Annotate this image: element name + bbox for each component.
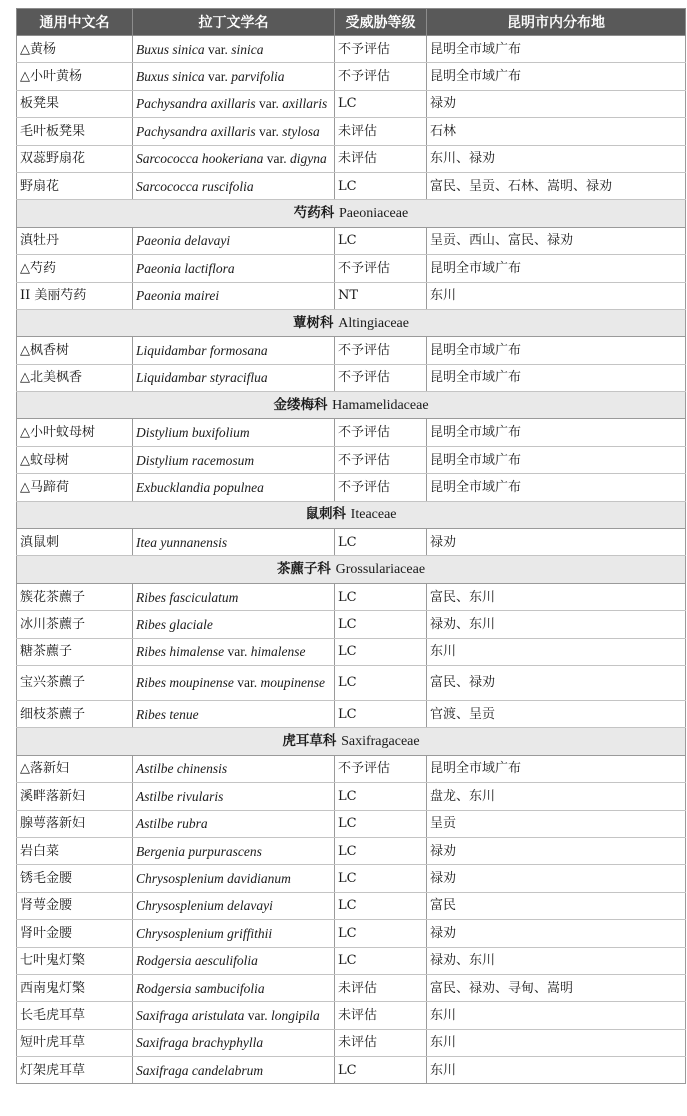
family-header-row [17, 556, 686, 583]
latin-epithet: Ribes himalense [136, 644, 228, 660]
latin-epithet: Ribes moupinense [136, 675, 238, 691]
threat-level-cell: LC [335, 700, 427, 727]
family-latin-name: Saxifragaceae [341, 734, 420, 750]
table-row [17, 172, 686, 199]
table-row [17, 920, 686, 947]
latin-epithet: Sarcococca hookeriana [136, 151, 267, 167]
chinese-name-cell: 长毛虎耳草 [17, 1002, 133, 1029]
table-row [17, 611, 686, 638]
chinese-name-cell: 短叶虎耳草 [17, 1029, 133, 1056]
table-row [17, 947, 686, 974]
chinese-name-cell: 岩白菜 [17, 837, 133, 864]
chinese-name-cell: 灯架虎耳草 [17, 1057, 133, 1084]
latin-epithet: Astilbe rubra [136, 816, 208, 832]
latin-epithet: Exbucklandia populnea [136, 479, 264, 495]
latin-epithet: Astilbe chinensis [136, 761, 228, 777]
family-header-row [17, 501, 686, 528]
latin-epithet: Rodgersia aesculifolia [136, 953, 258, 969]
chinese-name-cell: 宝兴茶藨子 [17, 665, 133, 700]
chinese-name-cell: 野扇花 [17, 172, 133, 199]
latin-name-cell [133, 810, 335, 837]
latin-epithet: Pachysandra axillaris [136, 123, 259, 139]
latin-epithet: moupinense [260, 675, 325, 691]
table-row [17, 63, 686, 90]
threat-level-cell: 不予评估 [335, 36, 427, 63]
distribution-cell: 富民、禄劝 [427, 665, 686, 700]
latin-name-cell [133, 1029, 335, 1056]
threat-level-cell: LC [335, 529, 427, 556]
table-row [17, 700, 686, 727]
table-row [17, 638, 686, 665]
latin-name-cell [133, 474, 335, 501]
threat-level-cell: LC [335, 172, 427, 199]
latin-rank: var. [237, 675, 261, 691]
threat-level-cell: 不予评估 [335, 446, 427, 473]
distribution-cell: 东川、禄劝 [427, 145, 686, 172]
threat-level-cell: 不予评估 [335, 419, 427, 446]
chinese-name-cell: 细枝茶藨子 [17, 700, 133, 727]
threat-level-cell: 未评估 [335, 118, 427, 145]
chinese-name-cell: △枫香树 [17, 337, 133, 364]
table-row [17, 892, 686, 919]
distribution-cell: 昆明全市域广布 [427, 36, 686, 63]
distribution-cell: 富民 [427, 892, 686, 919]
distribution-cell: 昆明全市域广布 [427, 63, 686, 90]
distribution-cell: 昆明全市域广布 [427, 364, 686, 391]
table-row [17, 419, 686, 446]
latin-name-cell [133, 700, 335, 727]
latin-epithet: Chrysosplenium griffithii [136, 925, 273, 941]
family-header [17, 309, 686, 336]
threat-level-cell: 不予评估 [335, 364, 427, 391]
threat-level-cell: LC [335, 583, 427, 610]
family-latin-name: Iteaceae [350, 507, 397, 523]
distribution-cell: 富民、呈贡、石林、嵩明、禄劝 [427, 172, 686, 199]
threat-level-cell: 不予评估 [335, 337, 427, 364]
distribution-cell: 禄劝、东川 [427, 947, 686, 974]
latin-epithet: stylosa [282, 123, 320, 139]
distribution-cell: 禄劝 [427, 529, 686, 556]
table-row [17, 227, 686, 254]
table-row [17, 583, 686, 610]
family-chinese-name: 蕈树科 [293, 314, 334, 331]
latin-epithet: Itea yunnanensis [136, 534, 228, 550]
chinese-name-cell: 滇牡丹 [17, 227, 133, 254]
latin-name-cell [133, 172, 335, 199]
table-row [17, 446, 686, 473]
latin-epithet: Paeonia mairei [136, 288, 220, 304]
threat-level-cell: 不予评估 [335, 63, 427, 90]
chinese-name-cell: △马蹄荷 [17, 474, 133, 501]
latin-epithet: longipila [271, 1007, 320, 1023]
chinese-name-cell: △黄杨 [17, 36, 133, 63]
threat-level-cell: LC [335, 1057, 427, 1084]
latin-name-cell [133, 1002, 335, 1029]
species-table-container [16, 8, 685, 1084]
chinese-name-cell: 板凳果 [17, 90, 133, 117]
header-distribution: 昆明市内分布地 [427, 9, 686, 36]
latin-name-cell [133, 974, 335, 1001]
table-row [17, 474, 686, 501]
family-header [17, 501, 686, 528]
latin-name-cell [133, 947, 335, 974]
distribution-cell: 石林 [427, 118, 686, 145]
latin-name-cell [133, 865, 335, 892]
latin-name-cell [133, 665, 335, 700]
chinese-name-cell: 腺萼落新妇 [17, 810, 133, 837]
threat-level-cell: LC [335, 865, 427, 892]
threat-level-cell: LC [335, 837, 427, 864]
distribution-cell: 呈贡 [427, 810, 686, 837]
latin-name-cell [133, 529, 335, 556]
table-row [17, 974, 686, 1001]
latin-name-cell [133, 36, 335, 63]
latin-epithet: Buxus sinica [136, 41, 208, 57]
latin-epithet: Paeonia delavayi [136, 233, 231, 249]
latin-epithet: Ribes fasciculatum [136, 589, 239, 605]
chinese-name-cell: △落新妇 [17, 755, 133, 782]
threat-level-cell: 未评估 [335, 1029, 427, 1056]
latin-epithet: Saxifraga candelabrum [136, 1062, 264, 1078]
family-header-row [17, 309, 686, 336]
species-table [16, 8, 686, 1084]
latin-epithet: parvifolia [231, 69, 285, 85]
table-row [17, 1002, 686, 1029]
chinese-name-cell: 糖茶藨子 [17, 638, 133, 665]
latin-epithet: Sarcococca ruscifolia [136, 178, 254, 194]
table-row [17, 783, 686, 810]
chinese-name-cell: △北美枫香 [17, 364, 133, 391]
latin-rank: var. [208, 69, 232, 85]
family-chinese-name: 虎耳草科 [282, 733, 337, 750]
table-row [17, 364, 686, 391]
latin-name-cell [133, 1057, 335, 1084]
distribution-cell: 盘龙、东川 [427, 783, 686, 810]
table-row [17, 282, 686, 309]
chinese-name-cell: 溪畔落新妇 [17, 783, 133, 810]
latin-epithet: Pachysandra axillaris [136, 96, 259, 112]
distribution-cell: 禄劝、东川 [427, 611, 686, 638]
distribution-cell: 富民、东川 [427, 583, 686, 610]
header-latin-name: 拉丁文学名 [133, 9, 335, 36]
table-row [17, 337, 686, 364]
family-header [17, 200, 686, 227]
latin-epithet: Chrysosplenium davidianum [136, 871, 291, 887]
chinese-name-cell: △小叶蚊母树 [17, 419, 133, 446]
distribution-cell: 官渡、呈贡 [427, 700, 686, 727]
latin-rank: var. [227, 644, 251, 660]
latin-name-cell [133, 920, 335, 947]
table-row [17, 145, 686, 172]
family-latin-name: Grossulariaceae [335, 562, 426, 578]
chinese-name-cell: 毛叶板凳果 [17, 118, 133, 145]
latin-epithet: digyna [289, 151, 327, 167]
threat-level-cell: 未评估 [335, 145, 427, 172]
family-header [17, 556, 686, 583]
distribution-cell: 禄劝 [427, 90, 686, 117]
latin-epithet: Distylium buxifolium [136, 425, 250, 441]
table-row [17, 90, 686, 117]
table-row [17, 865, 686, 892]
chinese-name-cell: 簇花茶藨子 [17, 583, 133, 610]
latin-name-cell [133, 419, 335, 446]
table-row [17, 529, 686, 556]
header-chinese-name: 通用中文名 [17, 9, 133, 36]
latin-epithet: Chrysosplenium delavayi [136, 898, 273, 914]
latin-name-cell [133, 364, 335, 391]
table-row [17, 755, 686, 782]
latin-rank: var. [247, 1007, 272, 1023]
table-row [17, 118, 686, 145]
family-chinese-name: 茶藨子科 [276, 561, 331, 578]
chinese-name-cell: 锈毛金腰 [17, 865, 133, 892]
threat-level-cell: 未评估 [335, 974, 427, 1001]
family-header-row [17, 728, 686, 755]
chinese-name-cell: △芍药 [17, 255, 133, 282]
chinese-name-cell: 七叶鬼灯檠 [17, 947, 133, 974]
distribution-cell: 昆明全市域广布 [427, 446, 686, 473]
distribution-cell: 东川 [427, 1029, 686, 1056]
family-latin-name: Hamamelidaceae [332, 397, 429, 413]
threat-level-cell: 不予评估 [335, 474, 427, 501]
latin-epithet: Saxifraga brachyphylla [136, 1035, 264, 1051]
table-row [17, 255, 686, 282]
latin-name-cell [133, 638, 335, 665]
latin-name-cell [133, 583, 335, 610]
latin-epithet: Saxifraga aristulata [136, 1007, 248, 1023]
latin-name-cell [133, 337, 335, 364]
latin-epithet: Paeonia lactiflora [136, 260, 235, 276]
latin-name-cell [133, 446, 335, 473]
latin-name-cell [133, 755, 335, 782]
threat-level-cell: LC [335, 947, 427, 974]
distribution-cell: 昆明全市域广布 [427, 419, 686, 446]
header-threat-level: 受威胁等级 [335, 9, 427, 36]
latin-epithet: Ribes glaciale [136, 616, 213, 632]
threat-level-cell: LC [335, 90, 427, 117]
latin-epithet: Ribes tenue [136, 706, 199, 722]
table-row [17, 810, 686, 837]
latin-epithet: Bergenia purpurascens [136, 843, 262, 859]
family-chinese-name: 芍药科 [293, 205, 335, 222]
family-header-row [17, 392, 686, 419]
distribution-cell: 富民、禄劝、寻甸、嵩明 [427, 974, 686, 1001]
family-chinese-name: 鼠刺科 [305, 506, 346, 523]
family-latin-name: Paeoniaceae [339, 206, 409, 222]
family-header [17, 392, 686, 419]
threat-level-cell: LC [335, 783, 427, 810]
table-body [17, 36, 686, 1084]
latin-name-cell [133, 118, 335, 145]
latin-epithet: Rodgersia sambucifolia [136, 980, 265, 996]
distribution-cell: 东川 [427, 638, 686, 665]
table-row [17, 665, 686, 700]
header-row [17, 9, 686, 36]
latin-epithet: Buxus sinica [136, 69, 208, 85]
distribution-cell: 东川 [427, 1057, 686, 1084]
latin-rank: var. [266, 151, 290, 167]
threat-level-cell: LC [335, 892, 427, 919]
latin-name-cell [133, 255, 335, 282]
latin-epithet: Astilbe rivularis [136, 788, 224, 804]
distribution-cell: 昆明全市域广布 [427, 255, 686, 282]
distribution-cell: 禄劝 [427, 920, 686, 947]
latin-epithet: Distylium racemosum [136, 452, 255, 468]
family-header [17, 728, 686, 755]
latin-name-cell [133, 227, 335, 254]
distribution-cell: 昆明全市域广布 [427, 337, 686, 364]
table-row [17, 1029, 686, 1056]
chinese-name-cell: △小叶黄杨 [17, 63, 133, 90]
threat-level-cell: LC [335, 920, 427, 947]
threat-level-cell: 不予评估 [335, 755, 427, 782]
table-row [17, 1057, 686, 1084]
latin-name-cell [133, 90, 335, 117]
threat-level-cell: 不予评估 [335, 255, 427, 282]
threat-level-cell: LC [335, 611, 427, 638]
chinese-name-cell: △蚊母树 [17, 446, 133, 473]
threat-level-cell: LC [335, 810, 427, 837]
family-header-row [17, 200, 686, 227]
threat-level-cell: LC [335, 227, 427, 254]
family-chinese-name: 金缕梅科 [273, 396, 328, 413]
threat-level-cell: LC [335, 665, 427, 700]
latin-name-cell [133, 611, 335, 638]
distribution-cell: 呈贡、西山、富民、禄劝 [427, 227, 686, 254]
latin-name-cell [133, 282, 335, 309]
latin-name-cell [133, 892, 335, 919]
family-latin-name: Altingiaceae [338, 315, 409, 331]
latin-epithet: Liquidambar styraciflua [136, 370, 268, 386]
threat-level-cell: NT [335, 282, 427, 309]
distribution-cell: 东川 [427, 282, 686, 309]
latin-rank: var. [208, 41, 232, 57]
latin-rank: var. [259, 123, 283, 139]
chinese-name-cell: 冰川茶藨子 [17, 611, 133, 638]
latin-name-cell [133, 783, 335, 810]
latin-name-cell [133, 145, 335, 172]
table-row [17, 837, 686, 864]
threat-level-cell: LC [335, 638, 427, 665]
chinese-name-cell: 肾萼金腰 [17, 892, 133, 919]
threat-level-cell: 未评估 [335, 1002, 427, 1029]
distribution-cell: 东川 [427, 1002, 686, 1029]
chinese-name-cell: II 美丽芍药 [17, 282, 133, 309]
distribution-cell: 禄劝 [427, 837, 686, 864]
latin-epithet: himalense [250, 644, 306, 660]
table-row [17, 36, 686, 63]
latin-rank: var. [259, 96, 283, 112]
distribution-cell: 禄劝 [427, 865, 686, 892]
chinese-name-cell: 双蕊野扇花 [17, 145, 133, 172]
latin-epithet: axillaris [282, 96, 328, 112]
chinese-name-cell: 西南鬼灯檠 [17, 974, 133, 1001]
latin-epithet: sinica [231, 41, 264, 57]
latin-name-cell [133, 63, 335, 90]
latin-epithet: Liquidambar formosana [136, 342, 268, 358]
distribution-cell: 昆明全市域广布 [427, 474, 686, 501]
latin-name-cell [133, 837, 335, 864]
chinese-name-cell: 肾叶金腰 [17, 920, 133, 947]
chinese-name-cell: 滇鼠刺 [17, 529, 133, 556]
distribution-cell: 昆明全市域广布 [427, 755, 686, 782]
